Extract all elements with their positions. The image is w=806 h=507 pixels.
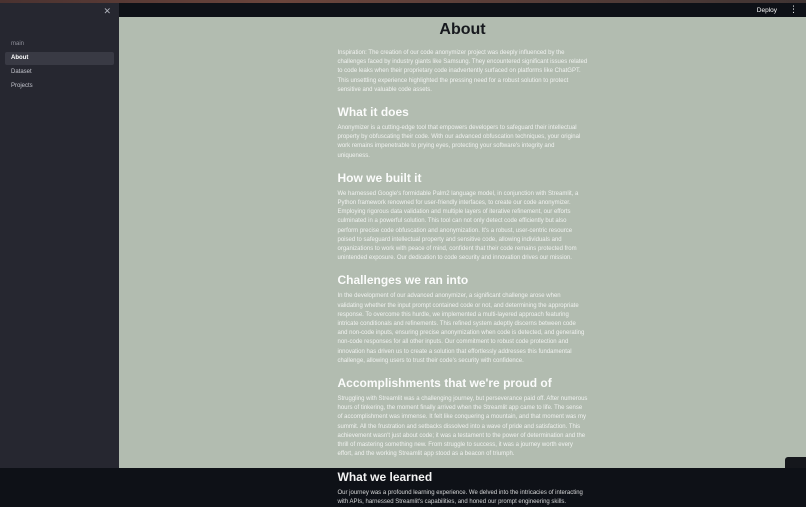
section-heading: What we learned — [337, 469, 433, 484]
content-section — [338, 376, 588, 459]
section-heading: Challenges we ran into — [337, 273, 469, 288]
bottom-right-widget[interactable] — [785, 457, 806, 468]
sections — [338, 49, 588, 507]
sidebar-nav — [0, 37, 119, 94]
sidebar-item-about[interactable]: About — [5, 52, 114, 65]
content-column — [338, 20, 588, 507]
section-paragraph: Inspiration: The creation of our code anonymizer project was deeply influenced by the challenges faced by industry giants like Samsung. They encountered significant issues related to code leaks when their proprietary code inadvertently surfaced on platforms like ChatGPT. This unsettling experience highlighted the pressing need for a robust solution to protect sensitive and valuable code assets. — [337, 50, 588, 93]
section-heading: How we built it — [337, 170, 422, 185]
sidebar-item-main[interactable]: main — [11, 41, 25, 47]
sidebar-item-projects[interactable]: Projects — [11, 83, 33, 89]
section-paragraph: We harnessed Google's formidable Palm2 language model, in conjunction with Streamlit, a Python framework renowned for user-friendly interfaces, to create our code anonymizer. Employing rigorous data validation and multiple layers of iterative refinement, our efforts culminated in a powerful solution. This tool can not only detect code efficiently but also perform precise code obfuscation and anonymization. It's a robust, user-centric resource poised to safeguard intellectual property and sensitive code, allowing individuals and organizations to work with peace of mind, confident that their code remains protected from unintended exposure. Our dedication to code security and innovation drives our mission. — [337, 190, 579, 262]
close-icon[interactable]: ✕ — [103, 7, 111, 17]
sidebar-item-dataset[interactable]: Dataset — [11, 69, 32, 75]
decoration-bar — [0, 0, 806, 3]
content-section — [338, 273, 588, 366]
kebab-menu-icon[interactable]: ⋮ — [789, 4, 798, 15]
header-bar — [119, 3, 806, 17]
section-heading: What it does — [337, 105, 409, 120]
section-paragraph: Our journey was a profound learning experience. We delved into the intricacies of interacting with APIs, harnessed Streamlit's capabilities, and honed our prompt engineering skills. — [337, 489, 583, 505]
deploy-button[interactable]: Deploy — [754, 5, 780, 16]
content-section — [338, 105, 588, 161]
section-heading: Accomplishments that we're proud of — [337, 376, 552, 391]
content-section — [338, 49, 588, 95]
section-paragraph: In the development of our advanced anonymizer, a significant challenge arose when validating whether the input prompt contained code or not, and determining the appropriate response. To overcome this hurdle, we implemented a multi-layered approach featuring intricate conditionals and refinements. This refined system adeptly discerns between code and non-code inputs, ensuring precise anonymization when code is detected, and generating non-code responses for all other inputs. Our commitment to robust code protection and innovation has driven us to create a solution that effortlessly addresses this fundamental challenge, allowing users to trust their code's security with confidence. — [337, 293, 585, 364]
page-title: About — [439, 21, 486, 38]
content-section — [338, 171, 588, 264]
content-section — [338, 470, 588, 507]
sidebar — [0, 3, 119, 468]
main-content — [119, 17, 806, 505]
section-paragraph: Struggling with Streamlit was a challenging journey, but perseverance paid off. After numerous hours of tinkering, the moment finally arrived when the Streamlit app came to life. The sense of accomplishment was immense. It felt like conquering a mountain, and that moment was my summit. All the frustration and setbacks dissolved into a wave of pride and satisfaction. This achievement wasn't just about code; it was a testament to the power of determination and the thrill of mastering something new. From struggle to success, it was a journey worth every effort, and the working Streamlit app stood as a beacon of triumph. — [337, 396, 588, 458]
section-paragraph: Anonymizer is a cutting-edge tool that empowers developers to safeguard their intellectual property by obfuscating their code. With our advanced obfuscation techniques, your original work remains impenetrable to prying eyes, protecting your software's integrity and uniqueness. — [337, 125, 581, 159]
